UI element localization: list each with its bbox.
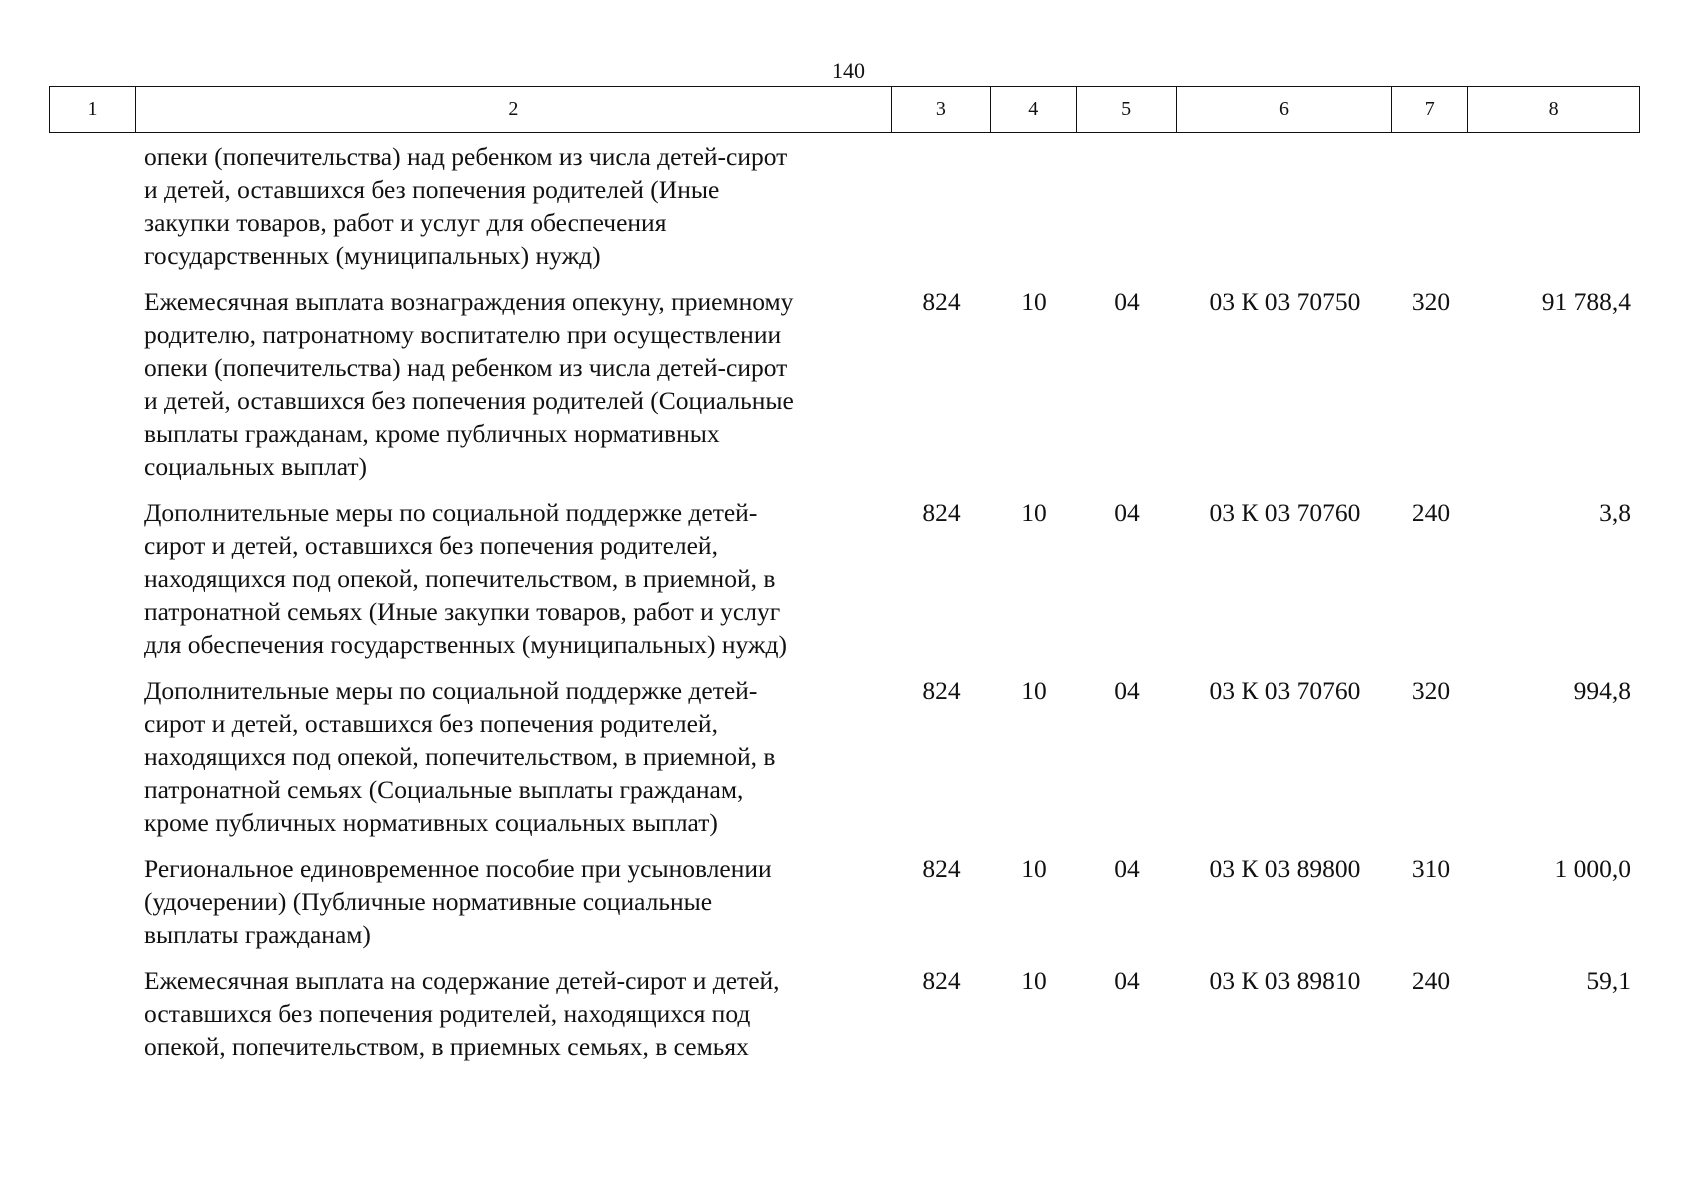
row-description: [135, 140, 892, 272]
table-row: [49, 140, 1640, 272]
description-line: оставшихся без попечения родителей, находящихся под: [144, 999, 751, 1028]
header-col-1: 1: [50, 87, 136, 132]
description-line: родителю, патронатному воспитателю при осуществлении: [144, 320, 782, 349]
description-line: находящихся под опекой, попечительством, в приемной, в: [144, 742, 776, 771]
description-line: сирот и детей, оставшихся без попечения родителей,: [144, 531, 718, 560]
amount: 91 788,4: [1541, 287, 1631, 316]
expense-type-code: 320: [1411, 287, 1451, 316]
description-line: опеки (попечительства) над ребенком из числа детей-сирот: [144, 142, 788, 171]
description-line: патронатной семьях (Социальные выплаты гражданам,: [144, 775, 744, 804]
ministry-code: 824: [922, 498, 961, 527]
table-header: [49, 86, 1640, 133]
target-article-code: 03 К 03 70760: [1209, 676, 1361, 705]
description-line: закупки товаров, работ и услуг для обеспечения: [144, 208, 667, 237]
description-line: Ежемесячная выплата на содержание детей-сирот и детей,: [144, 966, 780, 995]
target-article-code: 03 К 03 89800: [1209, 854, 1361, 883]
description-line: выплаты гражданам, кроме публичных нормативных: [144, 419, 720, 448]
row-description: [135, 674, 892, 839]
description-line: выплаты гражданам): [144, 920, 371, 949]
description-line: для обеспечения государственных (муниципальных) нужд): [144, 630, 787, 659]
section-code: 10: [1021, 966, 1047, 995]
target-article-code: 03 К 03 70750: [1209, 287, 1361, 316]
section-code: 10: [1021, 287, 1047, 316]
section-code: 10: [1021, 498, 1047, 527]
expense-type-code: 310: [1411, 854, 1451, 883]
description-line: Ежемесячная выплата вознаграждения опекуну, приемному: [144, 287, 794, 316]
header-col-4: 4: [991, 87, 1077, 132]
table-row: [49, 674, 1640, 839]
header-col-3: 3: [892, 87, 991, 132]
row-description: [135, 285, 892, 483]
description-line: находящихся под опекой, попечительством, в приемной, в: [144, 564, 776, 593]
subsection-code: 04: [1114, 854, 1140, 883]
section-code: 10: [1021, 676, 1047, 705]
amount: 994,8: [1573, 676, 1631, 705]
amount: 3,8: [1599, 498, 1631, 527]
row-description: [135, 852, 892, 951]
description-line: Дополнительные меры по социальной поддержке детей-: [144, 498, 758, 527]
ministry-code: 824: [922, 966, 961, 995]
ministry-code: 824: [922, 676, 961, 705]
description-line: кроме публичных нормативных социальных выплат): [144, 808, 718, 837]
subsection-code: 04: [1114, 966, 1140, 995]
header-col-6: 6: [1177, 87, 1393, 132]
subsection-code: 04: [1114, 287, 1140, 316]
header-col-7: 7: [1392, 87, 1468, 132]
amount: 1 000,0: [1554, 854, 1631, 883]
description-line: (удочерении) (Публичные нормативные социальные: [144, 887, 713, 916]
amount: 59,1: [1586, 966, 1631, 995]
header-col-8: 8: [1548, 98, 1559, 120]
ministry-code: 824: [922, 287, 961, 316]
description-line: сирот и детей, оставшихся без попечения родителей,: [144, 709, 718, 738]
description-line: государственных (муниципальных) нужд): [144, 241, 601, 270]
description-line: опеки (попечительства) над ребенком из числа детей-сирот: [144, 353, 788, 382]
expense-type-code: 240: [1411, 966, 1451, 995]
description-line: Дополнительные меры по социальной поддержке детей-: [144, 676, 758, 705]
ministry-code: 824: [922, 854, 961, 883]
page-number: 140: [832, 58, 865, 83]
section-code: 10: [1021, 854, 1047, 883]
description-line: Региональное единовременное пособие при усыновлении: [144, 854, 772, 883]
subsection-code: 04: [1114, 676, 1140, 705]
header-col-5: 5: [1077, 87, 1177, 132]
description-line: опекой, попечительством, в приемных семьях, в семьях: [144, 1032, 749, 1061]
table-row: [49, 496, 1640, 661]
target-article-code: 03 К 03 89810: [1209, 966, 1361, 995]
subsection-code: 04: [1114, 498, 1140, 527]
table-row: [49, 285, 1640, 483]
expense-type-code: 320: [1411, 676, 1451, 705]
row-description: [135, 496, 892, 661]
description-line: и детей, оставшихся без попечения родителей (Иные: [144, 175, 720, 204]
table-row: [49, 852, 1640, 951]
table-body: [49, 140, 1640, 1063]
description-line: патронатной семьях (Иные закупки товаров, работ и услуг: [144, 597, 781, 626]
row-description: [135, 964, 892, 1063]
table-row: [49, 964, 1640, 1063]
expense-type-code: 240: [1411, 498, 1451, 527]
header-col-2: 2: [136, 87, 892, 132]
target-article-code: 03 К 03 70760: [1209, 498, 1361, 527]
description-line: социальных выплат): [144, 452, 368, 481]
description-line: и детей, оставшихся без попечения родителей (Социальные: [144, 386, 794, 415]
